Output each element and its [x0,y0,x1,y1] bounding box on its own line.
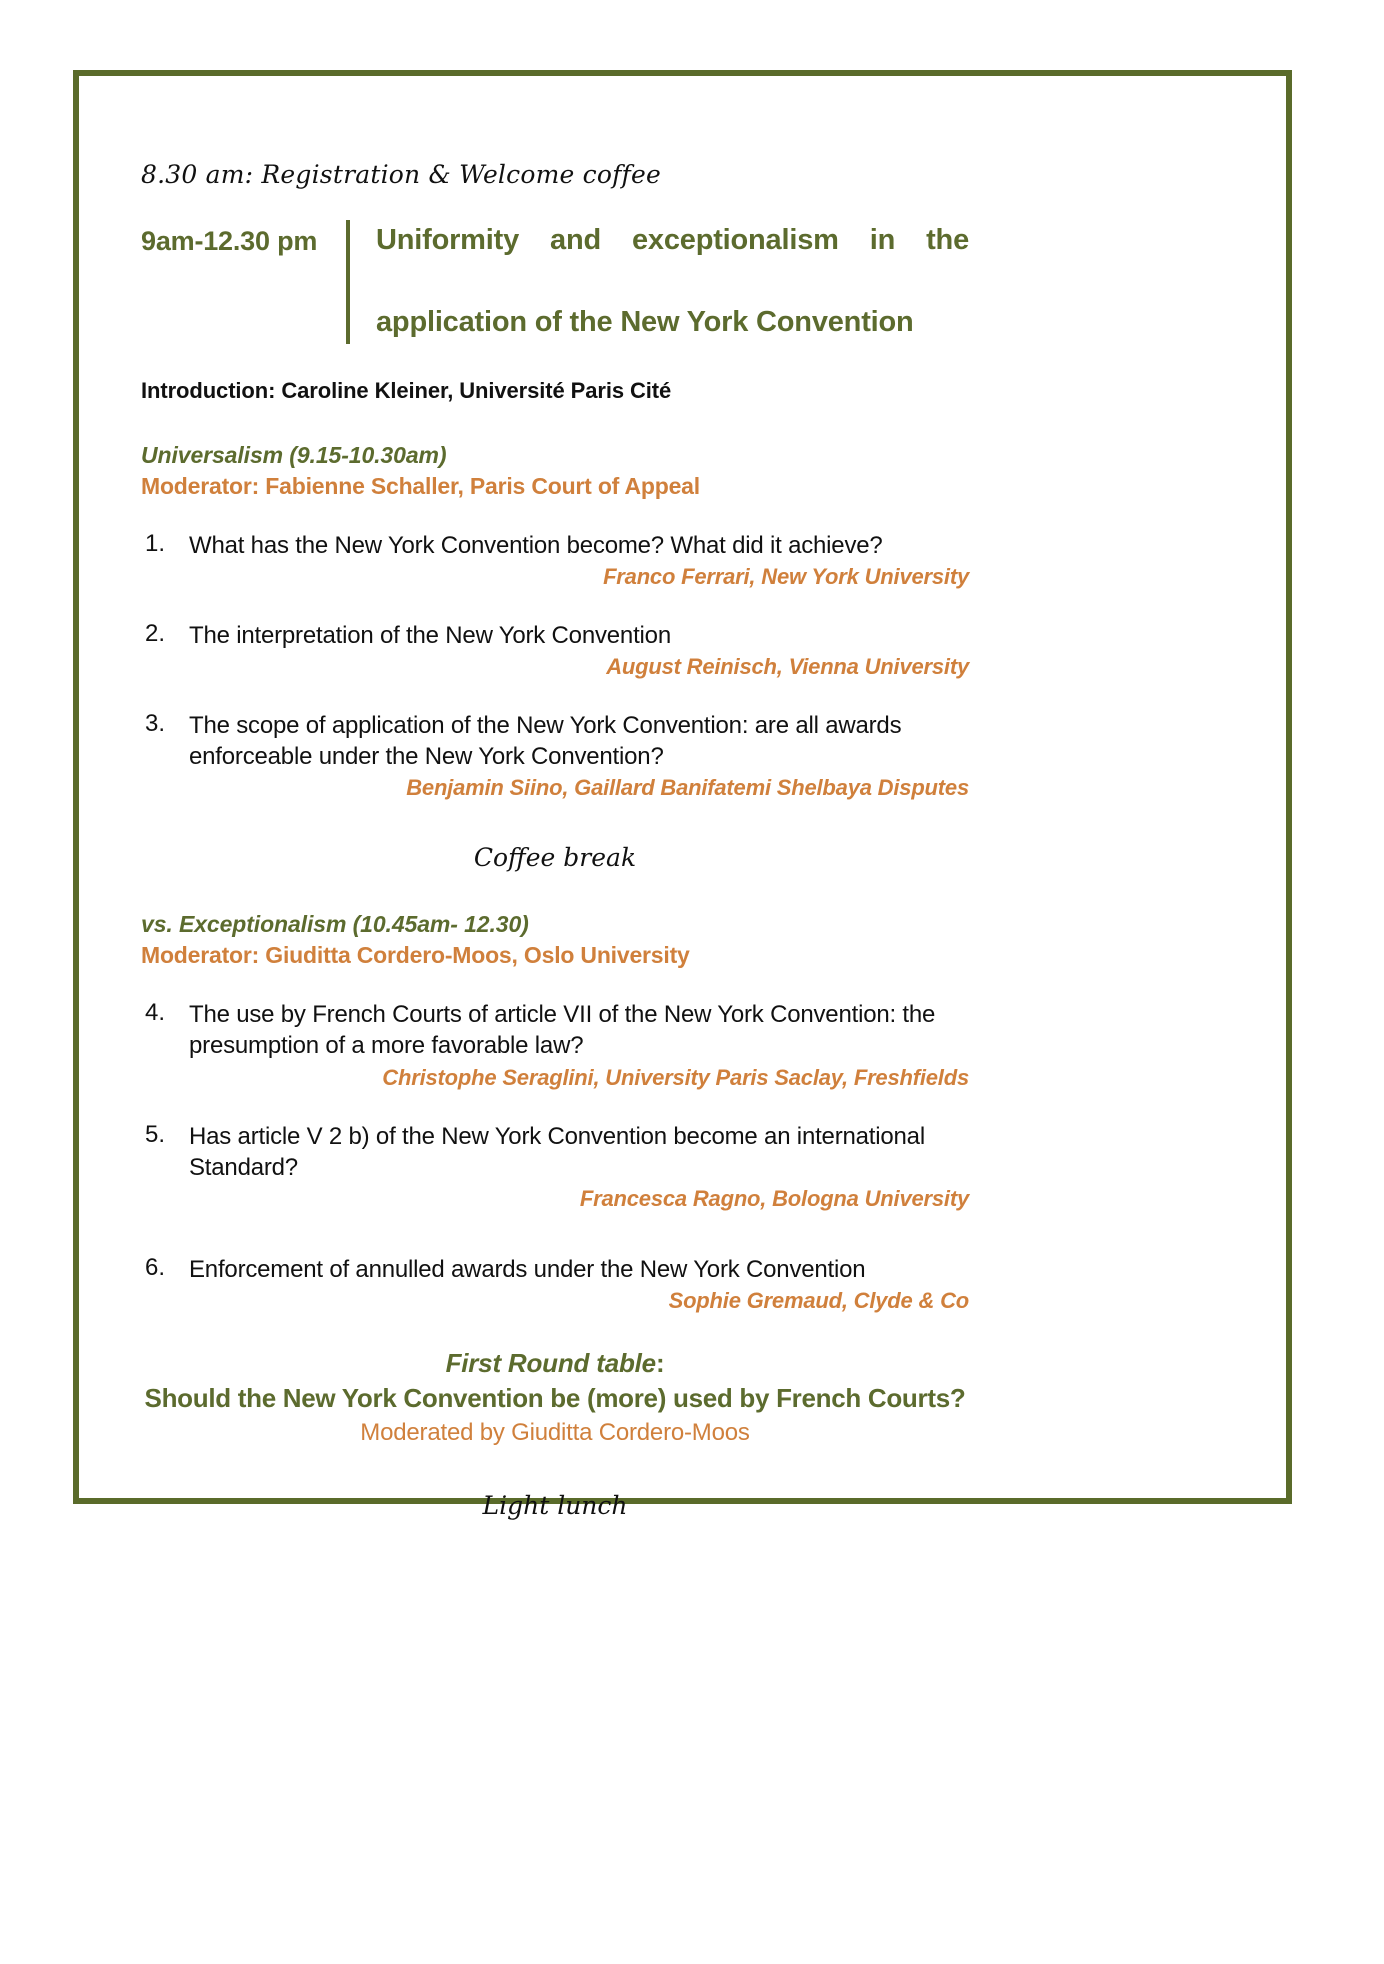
round-table-label-text: First Round table [445,1348,656,1379]
session-time: 9am-12.30 pm [141,226,318,256]
agenda-item-speaker: Benjamin Siino, Gaillard Banifatemi Shelbaya Disputes [406,775,969,801]
coffee-break-line: Coffee break [473,843,637,873]
section-moderator-exceptionalism: Moderator: Giuditta Cordero-Moos, Oslo University [141,942,690,969]
agenda-item-speaker: Christophe Seraglini, University Paris Saclay, Freshfields [382,1064,969,1090]
session-title [376,220,969,344]
agenda-item-text: The interpretation of the New York Convention [189,621,671,649]
round-table-block [141,1348,969,1447]
agenda-item [141,1254,969,1314]
round-table-question: Should the New York Convention be (more) used by French Courts? [144,1383,966,1414]
agenda-item-number: 2. [145,619,166,647]
agenda-list-universalism [141,530,969,802]
round-table-label-colon: : [655,1348,665,1379]
agenda-item-number: 6. [145,1254,166,1282]
section-moderator-universalism: Moderator: Fabienne Schaller, Paris Court of Appeal [141,472,700,499]
session-title-line-2: application of the New York Convention [376,306,914,339]
agenda-item [141,1121,969,1212]
session-title-line-1: Uniformity and exceptionalism in the [376,224,969,256]
agenda-item-speaker: Sophie Gremaud, Clyde & Co [668,1288,969,1314]
light-lunch-line: Light lunch [482,1491,628,1521]
agenda-item [141,999,969,1090]
introduction-line: Introduction: Caroline Kleiner, Université Paris Cité [141,377,672,403]
agenda-item-text: The scope of application of the New York Convention: are all awards enforceable under the New York Convention? [189,711,902,771]
session-divider [346,220,350,344]
session-header [141,220,969,344]
round-table-moderator: Moderated by Giuditta Cordero-Moos [360,1419,750,1447]
agenda-item-speaker: August Reinisch, Vienna University [606,653,969,679]
registration-line: 8.30 am: Registration & Welcome coffee [141,160,661,189]
agenda-item-text: What has the New York Convention become? What did it achieve? [189,531,883,559]
section-heading-exceptionalism: vs. Exceptionalism (10.45am- 12.30) [141,911,529,938]
agenda-item [141,710,969,801]
agenda-item-text: Enforcement of annulled awards under the New York Convention [189,1256,866,1284]
agenda-item [141,620,969,680]
agenda-list-exceptionalism [141,999,969,1314]
program-content [141,160,969,1521]
agenda-item-number: 1. [145,529,166,557]
agenda-item-text: Has article V 2 b) of the New York Convention become an international Standard? [189,1122,925,1181]
agenda-item-number: 3. [145,709,166,737]
round-table-label [141,1348,969,1379]
agenda-item-speaker: Franco Ferrari, New York University [603,563,969,589]
agenda-item-number: 4. [145,999,166,1027]
section-heading-universalism: Universalism (9.15-10.30am) [141,441,447,468]
agenda-item-speaker: Francesca Ragno, Bologna University [579,1186,969,1212]
agenda-item [141,530,969,590]
agenda-item-number: 5. [145,1120,166,1148]
agenda-item-text: The use by French Courts of article VII of the New York Convention: the presumption of a more favorable law? [189,1001,936,1060]
